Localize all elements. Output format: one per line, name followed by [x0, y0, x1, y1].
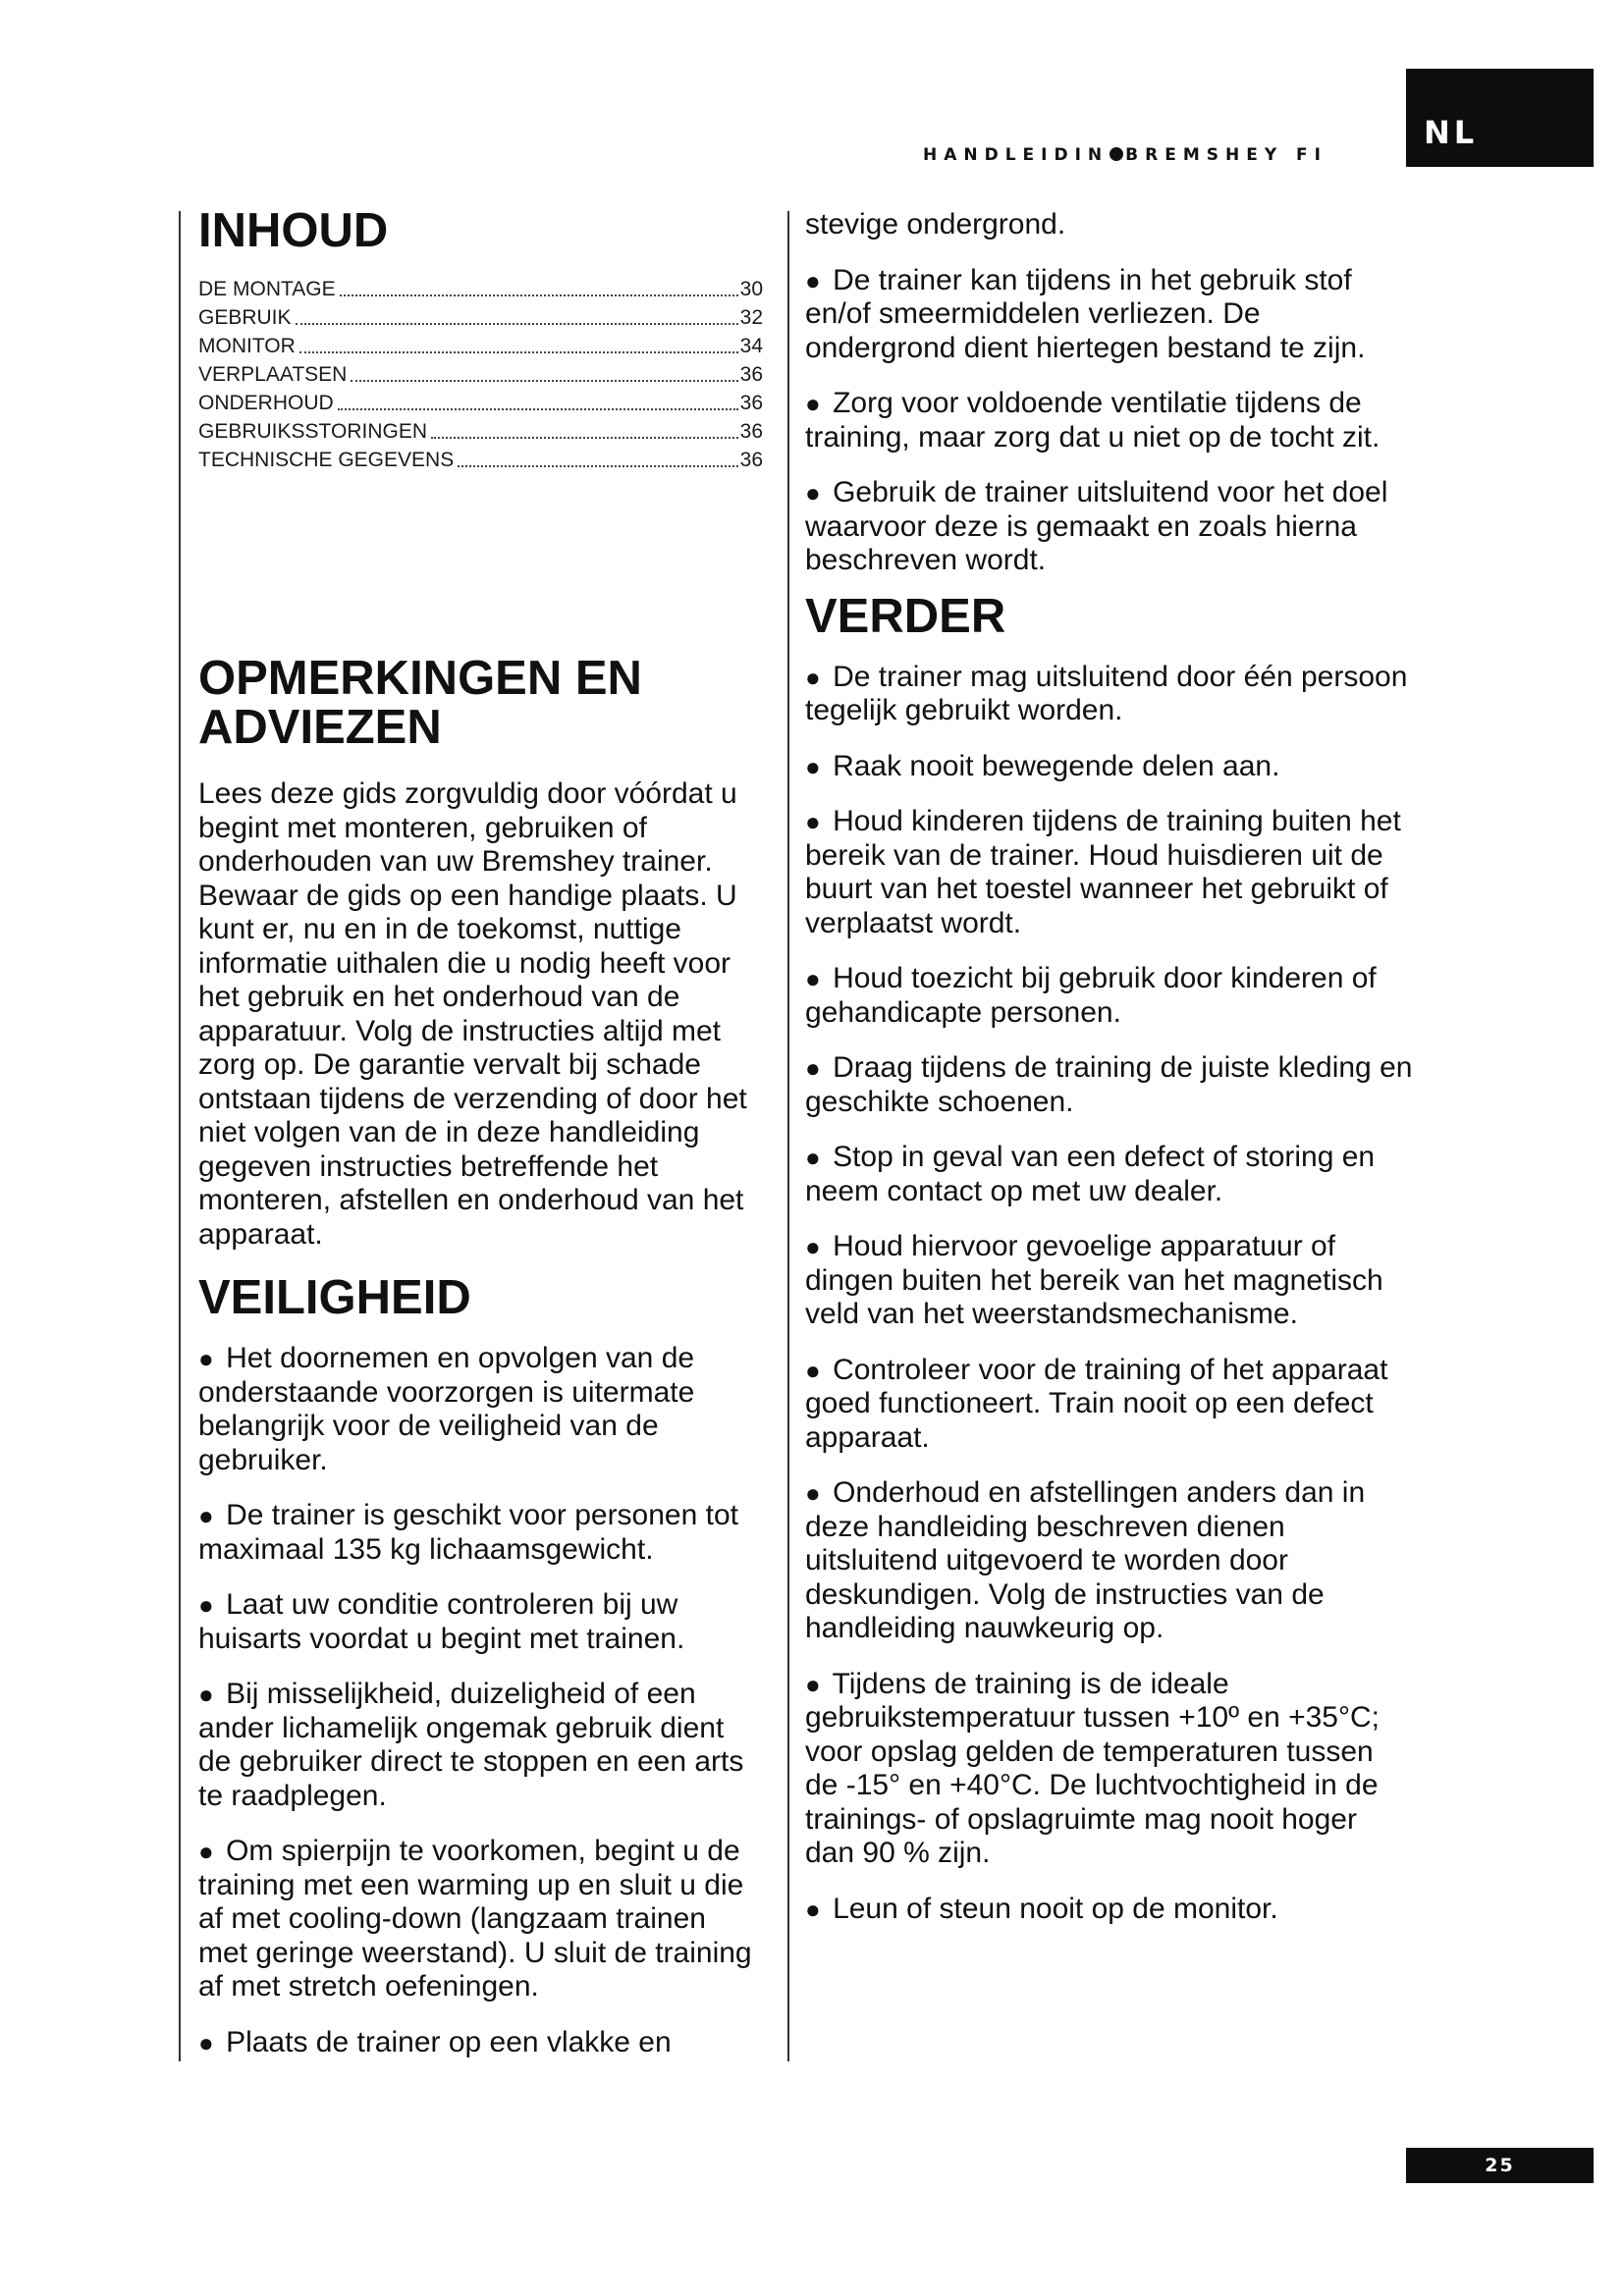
- running-header: [923, 145, 1404, 165]
- header-left-text: HANDLEIDIN: [923, 145, 1110, 165]
- toc-item[interactable]: TECHNISCHE GEGEVENS 36: [198, 446, 763, 474]
- safety-bullet: ● Bij misselijkheid, duizeligheid of een ander lichamelijk ongemak gebruik dient de gebruiker direct te stoppen en een arts te raadplegen.: [198, 1678, 744, 1812]
- further-bullet: ● Draag tijdens de training de juiste kleding en geschikte schoenen.: [805, 1051, 1413, 1118]
- further-bullet: ● Houd toezicht bij gebruik door kinderen of gehandicapte personen.: [805, 962, 1377, 1029]
- toc-list: [198, 275, 763, 474]
- language-label: NL: [1424, 114, 1479, 151]
- further-bullet: ● Stop in geval van een defect of storing en neem contact op met uw dealer.: [805, 1141, 1376, 1207]
- page-number-box: [1406, 2148, 1594, 2183]
- safety-bullet: ● Zorg voor voldoende ventilatie tijdens de training, maar zorg dat u niet op de tocht zit.: [805, 387, 1380, 454]
- advice-title: OPMERKINGEN EN ADVIEZEN: [198, 652, 642, 754]
- header-bullet-icon: [1110, 147, 1123, 161]
- safety-bullet: ● Laat uw conditie controleren bij uw huisarts voordat u begint met trainen.: [198, 1588, 685, 1655]
- continued-text: stevige ondergrond.: [805, 208, 1066, 240]
- further-bullet: ● De trainer mag uitsluitend door één persoon tegelijk gebruikt worden.: [805, 660, 1408, 726]
- toc-title: INHOUD: [198, 204, 389, 257]
- further-bullet: ● Tijdens de training is de ideale gebruikstemperatuur tussen +10º en +35°C; voor opslag gelden de temperaturen tussen de -15° en +40°C. De luchtvochtigheid in de trainings- of opslagruimte mag nooit hoger dan 90 % zijn.: [805, 1667, 1380, 1869]
- toc-item[interactable]: GEBRUIKSSTORINGEN 36: [198, 417, 763, 446]
- safety-title: VEILIGHEID: [198, 1271, 471, 1324]
- safety-bullet: ● De trainer kan tijdens in het gebruik stof en/of smeermiddelen verliezen. De ondergrond dient hiertegen bestand te zijn.: [805, 263, 1366, 364]
- further-bullet: ● Houd kinderen tijdens de training buiten het bereik van de trainer. Houd huisdieren uit de buurt van het toestel wanneer het gebruikt of verplaatst wordt.: [805, 805, 1401, 939]
- toc-item[interactable]: MONITOR 34: [198, 332, 763, 360]
- safety-bullet: ● Plaats de trainer op een vlakke en: [198, 2025, 672, 2058]
- further-bullet: ● Raak nooit bewegende delen aan.: [805, 749, 1280, 782]
- further-bullet: ● Onderhoud en afstellingen anders dan in deze handleiding beschreven dienen uitsluitend uitgevoerd te worden door deskundigen. Volg de instructies van de handleiding nauwkeurig op.: [805, 1476, 1366, 1644]
- header-right-text: BREMSHEY FI: [1125, 145, 1327, 165]
- safety-list: [198, 1342, 763, 2059]
- further-bullet: ● Leun of steun nooit op de monitor.: [805, 1892, 1278, 1925]
- toc-item[interactable]: ONDERHOUD 36: [198, 389, 763, 417]
- left-column: [198, 204, 763, 2081]
- advice-paragraph: Lees deze gids zorgvuldig door vóórdat u begint met monteren, gebruiken of onderhouden van uw Bremshey trainer. Bewaar de gids op een handige plaats. U kunt er, nu en in de toekomst, nuttige informatie uithalen die u nodig heeft voor het gebruik en het onderhoud van de apparatuur. Volg de instructies altijd met zorg op. De garantie vervalt bij schade ontstaan tijdens de verzending of door het niet volgen van de in deze handleiding gegeven instructies betreffende het monteren, afstellen en onderhoud van het apparaat.: [198, 777, 747, 1251]
- right-column-rule: [787, 211, 789, 2061]
- right-column: [805, 206, 1414, 1948]
- toc-item[interactable]: DE MONTAGE 30: [198, 275, 763, 303]
- language-tab: [1406, 69, 1594, 167]
- toc-item[interactable]: GEBRUIK 32: [198, 303, 763, 332]
- further-bullet: ● Controleer voor de training of het apparaat goed functioneert. Train nooit op een defect apparaat.: [805, 1353, 1388, 1454]
- further-title: VERDER: [805, 589, 1006, 643]
- left-column-rule: [179, 211, 181, 2061]
- safety-bullet: ● Gebruik de trainer uitsluitend voor het doel waarvoor deze is gemaakt en zoals hierna beschreven wordt.: [805, 476, 1388, 576]
- safety-bullet: ● De trainer is geschikt voor personen tot maximaal 135 kg lichaamsgewicht.: [198, 1499, 738, 1566]
- safety-bullet: ● Het doornemen en opvolgen van de onderstaande voorzorgen is uitermate belangrijk voor de veiligheid van de gebruiker.: [198, 1342, 695, 1476]
- further-bullet: ● Houd hiervoor gevoelige apparatuur of dingen buiten het bereik van het magnetisch veld van het weerstandsmechanisme.: [805, 1230, 1383, 1330]
- page-number: 25: [1485, 2155, 1515, 2176]
- safety-bullet: ● Om spierpijn te voorkomen, begint u de training met een warming up en sluit u die af met cooling-down (langzaam trainen met geringe weerstand). U sluit de training af met stretch oefeningen.: [198, 1835, 752, 2002]
- toc-item[interactable]: VERPLAATSEN 36: [198, 360, 763, 389]
